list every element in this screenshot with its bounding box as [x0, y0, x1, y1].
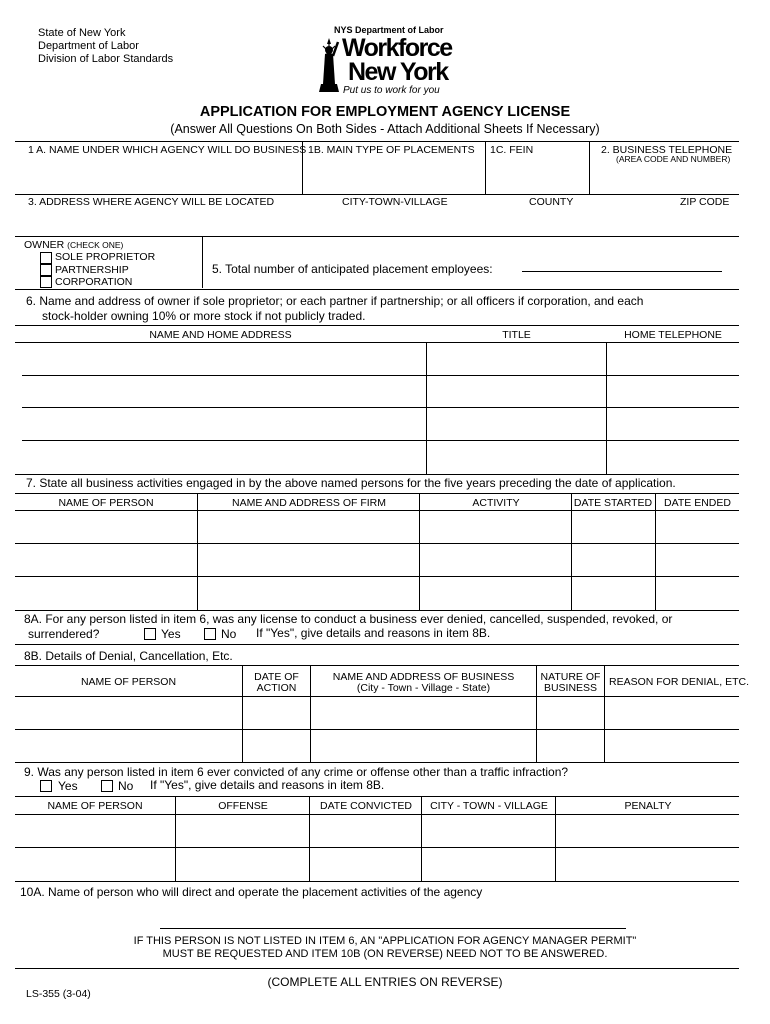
item9-no-checkbox[interactable]: [101, 780, 113, 792]
department-name: Department of Labor: [38, 40, 139, 52]
col-9-date-convicted: DATE CONVICTED: [320, 800, 412, 812]
divider: [421, 796, 422, 881]
owners-table-body[interactable]: [22, 344, 424, 472]
rule: [15, 610, 739, 611]
business-telephone-label: 2. BUSINESS TELEPHONE: [601, 144, 733, 156]
agency-name-field[interactable]: [22, 158, 298, 192]
statue-of-liberty-icon: [316, 34, 342, 96]
divider: [606, 342, 607, 474]
col-8b-business-line2: (City - Town - Village - State): [356, 682, 491, 694]
sole-proprietor-label: SOLE PROPRIETOR: [55, 251, 156, 263]
rule: [15, 236, 739, 237]
divider: [419, 493, 420, 610]
item8a-no-label: No: [221, 627, 237, 641]
fein-label: 1C. FEIN: [490, 144, 534, 156]
partnership-label: PARTNERSHIP: [55, 264, 129, 276]
rule: [15, 762, 739, 763]
col-8b-date-line2: ACTION: [256, 682, 297, 694]
corporation-label: CORPORATION: [55, 276, 133, 288]
col-8b-name: NAME OF PERSON: [80, 676, 177, 688]
col-9-penalty: PENALTY: [624, 800, 672, 812]
item8a-yes-label: Yes: [161, 627, 181, 641]
form-title: APPLICATION FOR EMPLOYMENT AGENCY LICENSE: [199, 104, 571, 120]
rule: [15, 289, 739, 290]
rule: [15, 796, 739, 797]
col-9-city: CITY - TOWN - VILLAGE: [430, 800, 548, 812]
rule: [15, 342, 739, 343]
col-8b-reason: REASON FOR DENIAL, ETC.: [609, 676, 750, 688]
col-8b-nature-line2: BUSINESS: [543, 682, 598, 694]
corporation-checkbox[interactable]: [40, 276, 52, 288]
item9-question: 9. Was any person listed in item 6 ever convicted of any crime or offense other than a traffic infraction?: [24, 765, 569, 779]
col-name-address-firm: NAME AND ADDRESS OF FIRM: [231, 497, 387, 509]
item10a-question: 10A. Name of person who will direct and operate the placement activities of the agency: [20, 885, 483, 899]
rule: [15, 968, 739, 969]
item8a-yes-checkbox[interactable]: [144, 628, 156, 640]
rule: [15, 881, 739, 882]
sole-proprietor-checkbox[interactable]: [40, 252, 52, 264]
rule: [15, 194, 739, 195]
item6-question-line1: 6. Name and address of owner if sole proprietor; or each partner if partnership; or all officers if corporation, and each: [26, 294, 644, 308]
rule: [15, 510, 739, 511]
rule: [15, 665, 739, 666]
rule: [15, 814, 739, 815]
state-name: State of New York: [38, 27, 126, 39]
manager-permit-notice-line2: MUST BE REQUESTED AND ITEM 10B (ON REVERSE) NEED NOT TO BE ANSWERED.: [162, 948, 608, 960]
col-activity: ACTIVITY: [472, 497, 520, 509]
item9-no-label: No: [118, 779, 134, 793]
rule: [15, 644, 739, 645]
divider: [197, 493, 198, 610]
address-label: 3. ADDRESS WHERE AGENCY WILL BE LOCATED: [28, 196, 275, 208]
agency-name-label: 1 A. NAME UNDER WHICH AGENCY WILL DO BUSINESS: [28, 144, 307, 156]
divider: [536, 665, 537, 762]
col-name-home-address: NAME AND HOME ADDRESS: [149, 329, 292, 341]
divider: [310, 665, 311, 762]
item7-question: 7. State all business activities engaged in by the above named persons for the five years preceding the date of application.: [26, 476, 676, 490]
col-title: TITLE: [502, 329, 531, 341]
partnership-checkbox[interactable]: [40, 264, 52, 276]
divider: [485, 141, 486, 194]
placement-type-label: 1B. MAIN TYPE OF PLACEMENTS: [308, 144, 475, 156]
activities-table-body[interactable]: [17, 512, 195, 608]
director-name-field[interactable]: [160, 928, 626, 929]
logo-line1: Workforce: [342, 34, 452, 62]
business-telephone-field[interactable]: [592, 166, 738, 192]
col-date-ended: DATE ENDED: [664, 497, 731, 509]
item8a-no-checkbox[interactable]: [204, 628, 216, 640]
col-home-telephone: HOME TELEPHONE: [624, 329, 722, 341]
col-8b-date-line1: DATE OF: [254, 671, 299, 683]
placement-employees-label: 5. Total number of anticipated placement employees:: [212, 262, 493, 276]
division-name: Division of Labor Standards: [38, 53, 174, 65]
zip-label: ZIP CODE: [680, 196, 730, 208]
logo-line2: New York: [348, 58, 448, 86]
manager-permit-notice-line1: IF THIS PERSON IS NOT LISTED IN ITEM 6, AN "APPLICATION FOR AGENCY MANAGER PERMIT": [133, 935, 637, 947]
rule: [15, 325, 739, 326]
col-8b-business-line1: NAME AND ADDRESS OF BUSINESS: [332, 671, 515, 683]
item9-note: If "Yes", give details and reasons in item 8B.: [150, 778, 385, 792]
item9-yes-label: Yes: [58, 779, 78, 793]
rule: [15, 141, 739, 142]
divider: [604, 665, 605, 762]
telephone-sublabel: (AREA CODE AND NUMBER): [616, 154, 731, 164]
form-subtitle: (Answer All Questions On Both Sides - Attach Additional Sheets If Necessary): [170, 122, 600, 136]
divider: [202, 236, 203, 288]
divider: [555, 796, 556, 881]
logo-tagline: Put us to work for you: [343, 85, 440, 96]
divider: [655, 493, 656, 610]
divider: [426, 342, 427, 474]
col-date-started: DATE STARTED: [573, 497, 653, 509]
col-name-of-person: NAME OF PERSON: [58, 497, 154, 509]
placement-type-field[interactable]: [306, 158, 481, 192]
fein-field[interactable]: [488, 158, 586, 192]
rule: [15, 696, 739, 697]
divider: [175, 796, 176, 881]
convictions-table-body[interactable]: [17, 816, 173, 879]
divider: [571, 493, 572, 610]
city-label: CITY-TOWN-VILLAGE: [342, 196, 448, 208]
workforce-ny-logo: [316, 24, 450, 98]
item9-yes-checkbox[interactable]: [40, 780, 52, 792]
divider: [242, 665, 243, 762]
denials-table-body[interactable]: [17, 698, 240, 760]
col-9-offense: OFFENSE: [218, 800, 268, 812]
agency-address-field[interactable]: [22, 210, 738, 234]
logo-top-text: NYS Department of Labor: [334, 25, 444, 35]
col-9-name: NAME OF PERSON: [47, 800, 143, 812]
rule: [15, 493, 739, 494]
item8a-question-line2: surrendered?: [28, 627, 100, 641]
county-label: COUNTY: [529, 196, 574, 208]
item8b-title: 8B. Details of Denial, Cancellation, Etc.: [24, 649, 233, 663]
complete-reverse-note: (COMPLETE ALL ENTRIES ON REVERSE): [267, 975, 503, 989]
placement-employees-field[interactable]: [522, 271, 722, 272]
item8a-note: If "Yes", give details and reasons in item 8B.: [256, 626, 491, 640]
owner-label: OWNER (CHECK ONE): [24, 239, 124, 251]
divider: [309, 796, 310, 881]
col-8b-nature-line1: NATURE OF: [540, 671, 601, 683]
item6-question-line2: stock-holder owning 10% or more stock if not publicly traded.: [42, 309, 366, 323]
form-id: LS-355 (3-04): [26, 988, 91, 1000]
rule: [15, 474, 739, 475]
divider: [589, 141, 590, 194]
item8a-question-line1: 8A. For any person listed in item 6, was any license to conduct a business ever denied, cancelled, suspended, revoked, or: [24, 612, 673, 626]
